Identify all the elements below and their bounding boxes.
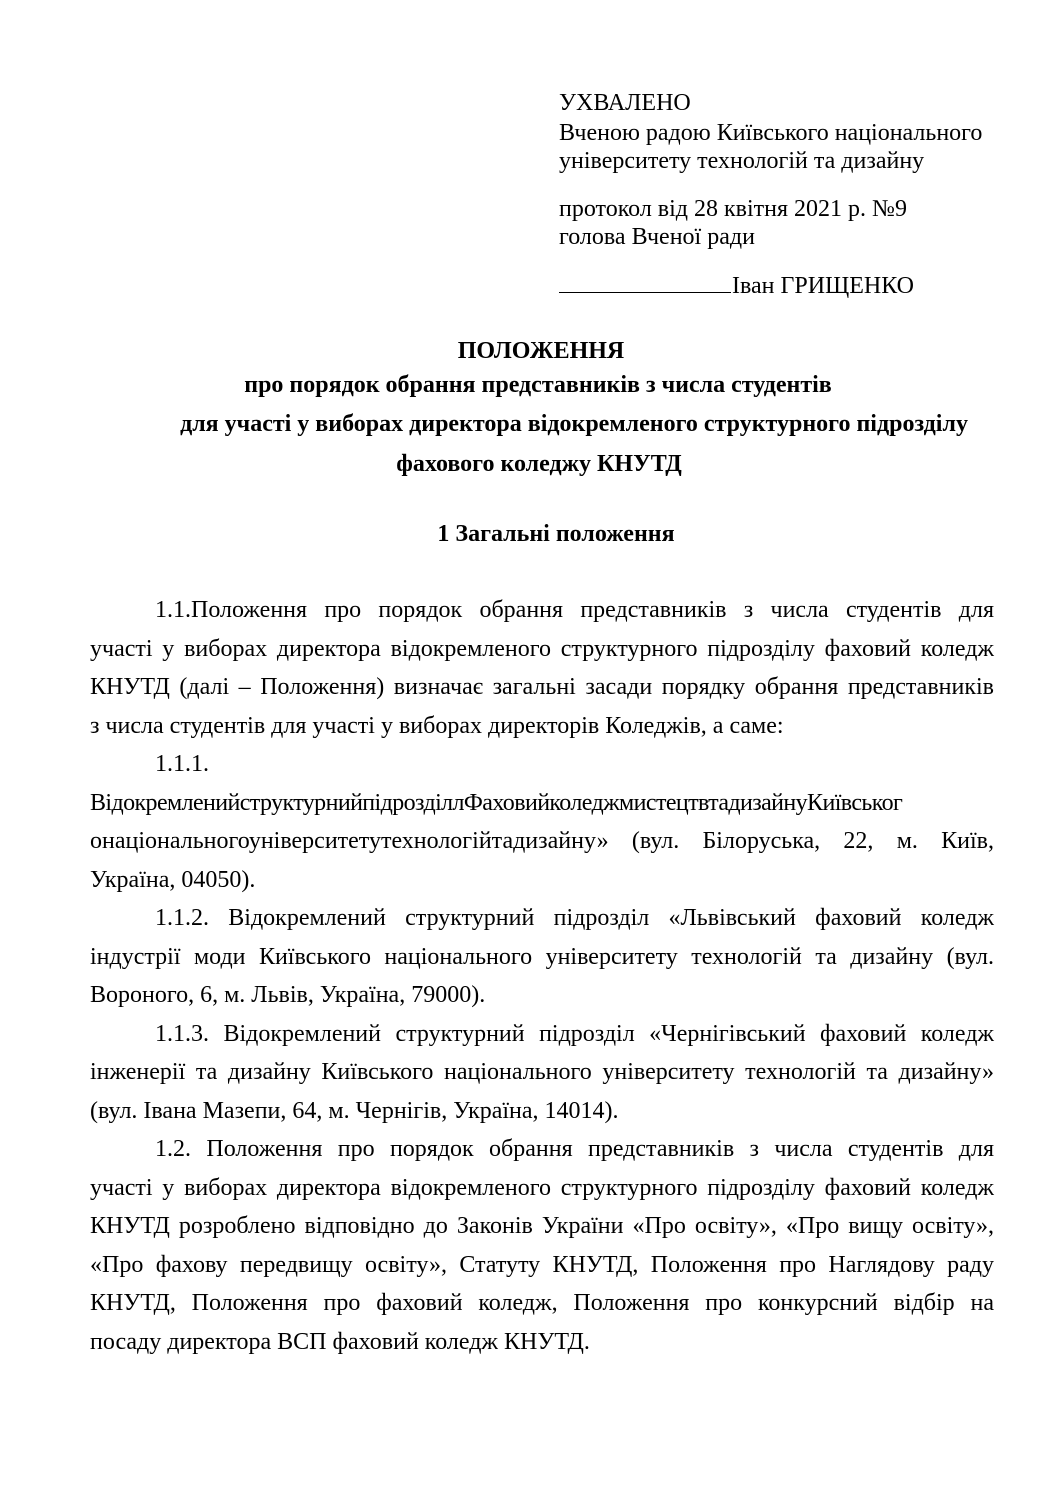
- paragraph-line: 1.1.2. Відокремлений структурний підрозділ «Львівський фаховий коледж: [155, 905, 994, 931]
- paragraph-line: 1.1.Положення про порядок обрання представників з числа студентів для: [155, 597, 994, 623]
- paragraph-line: 1.1.3. Відокремлений структурний підрозділ «Чернігівський фаховий коледж: [155, 1021, 994, 1047]
- approval-chair: голова Вченої ради: [559, 224, 755, 250]
- document-subtitle-line: про порядок обрання представників з числа студентів: [244, 372, 832, 398]
- paragraph-line: посаду директора ВСП фаховий коледж КНУТД.: [90, 1329, 590, 1355]
- document-subtitle-line: для участі у виборах директора відокремленого структурного підрозділу: [180, 411, 968, 437]
- paragraph-line: з числа студентів для участі у виборах директорів Коледжів, а саме:: [90, 713, 784, 739]
- signatory-name: Іван ГРИЩЕНКО: [732, 273, 915, 299]
- paragraph-line: «Про фахову передвищу освіту», Статуту КНУТД, Положення про Наглядову раду: [90, 1252, 994, 1278]
- paragraph-line: інженерії та дизайну Київського національного університету технологій та дизайну»: [90, 1059, 994, 1085]
- paragraph-line: КНУТД (далі – Положення) визначає загальні засади порядку обрання представників: [90, 674, 994, 700]
- paragraph-line: КНУТД, Положення про фаховий коледж, Положення про конкурсний відбір на: [90, 1290, 994, 1316]
- paragraph-line: 1.2. Положення про порядок обрання представників з числа студентів для: [155, 1136, 994, 1162]
- approval-protocol: протокол від 28 квітня 2021 р. №9: [559, 196, 907, 222]
- document-title: ПОЛОЖЕННЯ: [457, 338, 625, 364]
- paragraph-line: (вул. Івана Мазепи, 64, м. Чернігів, Україна, 14014).: [90, 1098, 619, 1124]
- paragraph-line: Україна, 04050).: [90, 867, 256, 893]
- paragraph-line: 1.1.1.: [155, 751, 209, 777]
- approval-body-line: університету технологій та дизайну: [559, 148, 925, 174]
- signature-line: [559, 270, 731, 293]
- signature-row: [559, 270, 914, 301]
- document-subtitle-line: фахового коледжу КНУТД: [396, 451, 682, 477]
- paragraph-line: участі у виборах директора відокремленого структурного підрозділу фаховий коледж: [90, 636, 994, 662]
- approval-title: УХВАЛЕНО: [559, 90, 691, 116]
- approval-body-line: Вченою радою Київського національного: [559, 120, 983, 146]
- paragraph-line: участі у виборах директора відокремленого структурного підрозділу фаховий коледж: [90, 1175, 994, 1201]
- section-title: 1 Загальні положення: [437, 521, 675, 547]
- paragraph-line: онаціональногоуніверситетутехнологійтадизайну» (вул. Білоруська, 22, м. Київ,: [90, 828, 994, 854]
- paragraph-line: індустрії моди Київського національного університету технологій та дизайну (вул.: [90, 944, 994, 970]
- paragraph-line: Вороного, 6, м. Львів, Україна, 79000).: [90, 982, 486, 1008]
- paragraph-line: ВідокремленийструктурнийпідрозділлФаховийколеджмистецтвтадизайнуКиївськог: [90, 790, 903, 816]
- paragraph-line: КНУТД розроблено відповідно до Законів України «Про освіту», «Про вищу освіту»,: [90, 1213, 994, 1239]
